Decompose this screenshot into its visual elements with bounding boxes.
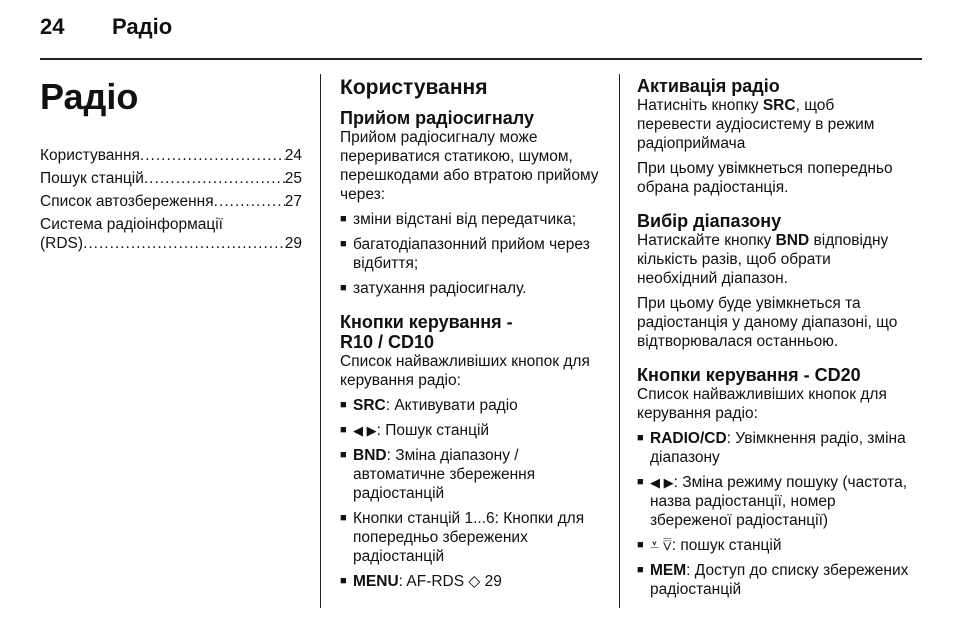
paragraph: Натисніть кнопку SRC, щоб перевести аудіосистему в режим радіоприймача bbox=[637, 97, 875, 152]
bullet-icon: ■ bbox=[637, 564, 644, 576]
subsection-title: Кнопки керування - R10 / CD10 bbox=[340, 312, 513, 352]
key-label: SRC bbox=[353, 397, 386, 414]
list-item: ■ BND: Зміна діапазону / автоматичне збереження радіостанцій bbox=[340, 447, 536, 502]
list-item: ■ багатодіапазонний прийом через відбиття; bbox=[340, 236, 590, 272]
section-title: Користування bbox=[340, 76, 488, 99]
list-item: ■ ⩡ ⩢: пошук станцій bbox=[637, 537, 782, 554]
list-item: ■ RADIO/CD: Увімкнення радіо, зміна діапазону bbox=[637, 430, 906, 466]
bullet-icon: ■ bbox=[637, 476, 644, 488]
list-item: ■ затухання радіосигналу. bbox=[340, 280, 527, 297]
toc-label: Пошук станцій bbox=[40, 170, 144, 187]
list-item: ■ зміни відстані від передатчика; bbox=[340, 211, 577, 228]
list-item: ■ MEM: Доступ до списку збережених радіостанцій bbox=[637, 562, 909, 598]
bullet-icon: ■ bbox=[340, 213, 347, 225]
bullet-icon: ■ bbox=[340, 238, 347, 250]
page-reference[interactable]: 29 bbox=[484, 573, 502, 590]
toc-page: 29 bbox=[284, 235, 302, 252]
usage-column bbox=[340, 76, 606, 597]
toc-leader bbox=[144, 169, 285, 188]
page-number: 24 bbox=[40, 14, 65, 39]
key-label: MENU bbox=[353, 573, 399, 590]
list-item: ■ SRC: Активувати радіо bbox=[340, 397, 518, 414]
toc-column bbox=[40, 76, 302, 257]
subsection-title: Активація радіо bbox=[637, 76, 780, 96]
paragraph: Список найважливіших кнопок для керування радіо: bbox=[637, 386, 887, 422]
column-divider bbox=[320, 74, 321, 608]
bullet-icon: ■ bbox=[340, 424, 347, 436]
list-item: ■ Кнопки станцій 1...6: Кнопки для попередньо збережених радіостанцій bbox=[340, 510, 585, 565]
toc-label: Список автозбереження bbox=[40, 193, 214, 210]
key-label: BND bbox=[775, 232, 810, 249]
subsection-title: Кнопки керування - CD20 bbox=[637, 365, 861, 385]
toc-label: Користування bbox=[40, 147, 140, 164]
controls-column bbox=[637, 76, 909, 605]
toc-page: 25 bbox=[284, 170, 302, 187]
bullet-icon: ■ bbox=[340, 399, 347, 411]
toc-label: (RDS) bbox=[40, 235, 84, 252]
key-label: BND bbox=[353, 447, 387, 464]
list-item: ■ MENU: AF-RDS ◇ 29 bbox=[340, 573, 502, 590]
paragraph: Прийом радіосигналу може перериватися статикою, шумом, перешкодами або втратою прийому через: bbox=[340, 129, 599, 203]
paragraph: Список найважливіших кнопок для керування радіо: bbox=[340, 353, 590, 389]
subsection-title: Вибір діапазону bbox=[637, 211, 782, 231]
station-step-icon: ⩡ ⩢ bbox=[650, 537, 672, 554]
header-rule bbox=[40, 58, 922, 60]
bullet-icon: ■ bbox=[340, 449, 347, 461]
toc-leader bbox=[214, 192, 285, 211]
header-title: Радіо bbox=[112, 14, 173, 39]
toc-entry[interactable] bbox=[40, 169, 302, 188]
list-item: ■ ◀ ▶: Зміна режиму пошуку (частота, назва радіостанції, номер збереженої радіостанції) bbox=[637, 474, 908, 529]
seek-arrows-icon: ◀ ▶ bbox=[353, 423, 377, 438]
list-item: ■ ◀ ▶: Пошук станцій bbox=[340, 422, 490, 439]
bullet-icon: ■ bbox=[637, 539, 644, 551]
toc-page: 24 bbox=[284, 147, 302, 164]
toc-page: 27 bbox=[284, 193, 302, 210]
subsection-title: Прийом радіосигналу bbox=[340, 108, 534, 128]
toc-label: Система радіоінформації bbox=[40, 216, 223, 233]
arrow-ref-icon[interactable]: ◇ bbox=[468, 573, 481, 590]
column-divider bbox=[619, 74, 620, 608]
seek-arrows-icon: ◀ ▶ bbox=[650, 475, 674, 490]
bullet-icon: ■ bbox=[340, 575, 347, 587]
toc-leader bbox=[140, 146, 285, 165]
toc-entry[interactable] bbox=[40, 146, 302, 165]
bullet-icon: ■ bbox=[340, 282, 347, 294]
paragraph: При цьому буде увімкнеться та радіостанція у даному діапазоні, що відтворювалася останньою. bbox=[637, 295, 898, 350]
paragraph: Натискайте кнопку BND відповідну кількість разів, щоб обрати необхідний діапазон. bbox=[637, 232, 889, 287]
key-label: MEM bbox=[650, 562, 687, 579]
key-label: SRC bbox=[762, 97, 796, 114]
bullet-icon: ■ bbox=[637, 432, 644, 444]
chapter-title: Радіо bbox=[40, 76, 139, 117]
toc-entry[interactable] bbox=[40, 192, 302, 211]
bullet-icon: ■ bbox=[340, 512, 347, 524]
paragraph: При цьому увімкнеться попередньо обрана радіостанція. bbox=[637, 160, 893, 196]
toc-leader bbox=[83, 234, 285, 253]
toc-entry[interactable] bbox=[40, 215, 302, 253]
key-label: RADIO/CD bbox=[650, 430, 727, 447]
